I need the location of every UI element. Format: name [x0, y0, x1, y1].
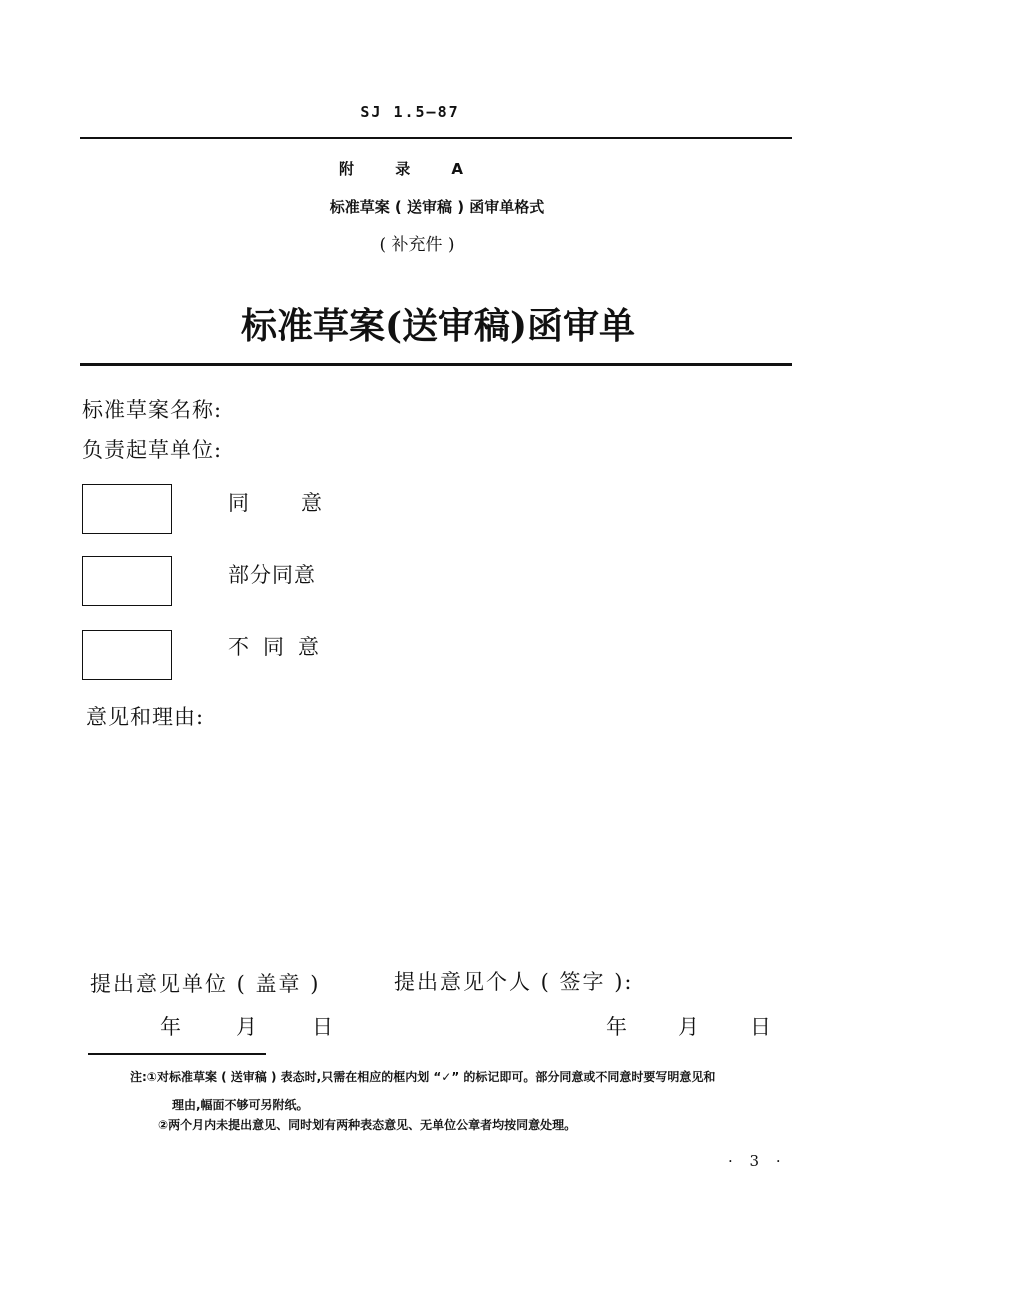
header-rule — [80, 137, 792, 139]
disagree-option-label: 不同意 — [228, 635, 333, 659]
opinion-person-signature-label: 提出意见个人 ( 签字 ): — [394, 970, 634, 994]
month-label: 月 — [678, 1015, 699, 1039]
note-line-3: ②两个月内未提出意见、同时划有两种表态意见、无单位公章者均按同意处理。 — [158, 1118, 577, 1132]
appendix-supplement: ( 补充件 ) — [379, 235, 455, 255]
document-code: SJ 1.5—87 — [360, 103, 460, 121]
opinion-reason-label: 意见和理由: — [86, 705, 205, 729]
note-line-1: 注:①对标准草案 ( 送审稿 ) 表态时,只需在相应的框内划 “✓” 的标记即可。部分同意或不同意时要写明意见和 — [130, 1070, 716, 1084]
notes-rule — [88, 1053, 266, 1055]
day-label: 日 — [750, 1015, 771, 1039]
year-label: 年 — [606, 1015, 627, 1039]
page-number: · 3 · — [728, 1152, 787, 1170]
appendix-label: 附 录 A — [338, 160, 482, 178]
opinion-unit-seal-label: 提出意见单位 ( 盖章 ) — [90, 972, 321, 996]
person-date — [606, 1011, 822, 1041]
agree-option-label: 同意 — [228, 491, 374, 515]
form-title: 标准草案(送审稿)函审单 — [240, 305, 636, 347]
month-label: 月 — [236, 1015, 257, 1039]
partially-agree-checkbox[interactable] — [82, 556, 172, 606]
standard-name-label: 标准草案名称: — [82, 398, 223, 422]
partially-agree-option-label: 部分同意 — [228, 563, 316, 587]
unit-date — [160, 1011, 388, 1041]
note-line-2: 理由,幅面不够可另附纸。 — [172, 1098, 309, 1112]
agree-checkbox[interactable] — [82, 484, 172, 534]
title-rule — [80, 363, 792, 366]
drafting-unit-label: 负责起草单位: — [82, 438, 223, 462]
day-label: 日 — [312, 1015, 333, 1039]
disagree-checkbox[interactable] — [82, 630, 172, 680]
appendix-subtitle: 标准草案 ( 送审稿 ) 函审单格式 — [329, 198, 545, 216]
year-label: 年 — [160, 1015, 181, 1039]
